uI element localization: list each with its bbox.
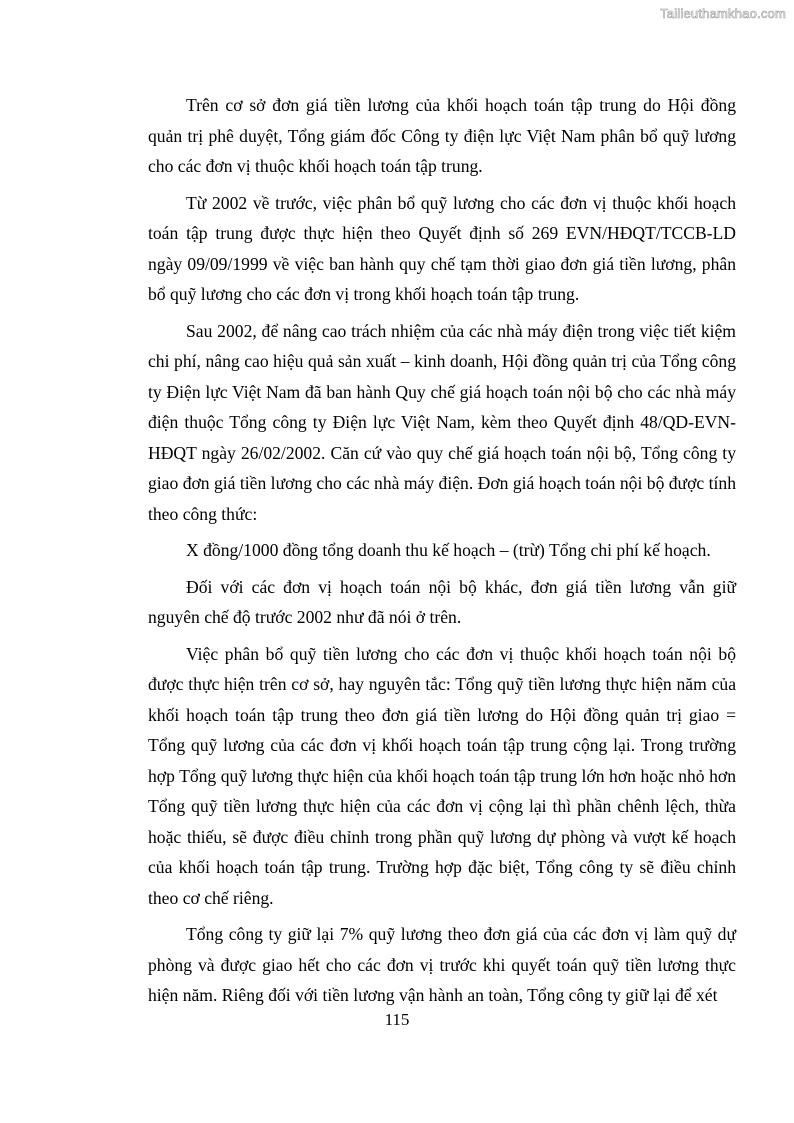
formula-line: X đồng/1000 đồng tổng doanh thu kế hoạch – (trừ) Tổng chi phí kế hoạch. [186, 540, 711, 560]
paragraph-6: Việc phân bổ quỹ tiền lương cho các đơn vị thuộc khối hoạch toán nội bộ được thực hiện trên cơ sở, hay nguyên tắc: Tổng quỹ tiền lương thực hiện năm của khối hoạch toán tập trung theo đơn giá tiền lương do Hội đồng quản trị giao = Tổng quỹ lương của các đơn vị khối hoạch toán tập trung cộng lại. Trong trường hợp Tổng quỹ lương thực hiện của khối hoạch toán tập trung lớn hơn hoặc nhỏ hơn Tổng quỹ tiền lương thực hiện của các đơn vị cộng lại thì phần chênh lệch, thừa hoặc thiếu, sẽ được điều chỉnh trong phần quỹ lương dự phòng và vượt kế hoạch của khối hoạch toán tập trung. Trường hợp đặc biệt, Tổng công ty sẽ điều chỉnh theo cơ chế riêng. [148, 643, 736, 908]
paragraph-7: Tổng công ty giữ lại 7% quỹ lương theo đơn giá của các đơn vị làm quỹ dự phòng và được giao hết cho các đơn vị trước khi quyết toán quỹ tiền lương thực hiện năm. Riêng đối với tiền lương vận hành an toàn, Tổng công ty giữ lại để xét [148, 924, 736, 1005]
watermark-text: Tailieuthamkhao.com [660, 6, 786, 21]
paragraph-3: Sau 2002, để nâng cao trách nhiệm của các nhà máy điện trong việc tiết kiệm chi phí, nâng cao hiệu quả sản xuất – kinh doanh, Hội đồng quản trị của Tổng công ty Điện lực Việt Nam đã ban hành Quy chế giá hoạch toán nội bộ cho các nhà máy điện thuộc Tổng công ty Điện lực Việt Nam, kèm theo Quyết định 48/QD-EVN-HĐQT ngày 26/02/2002. Căn cứ vào quy chế giá hoạch toán nội bộ, Tổng công ty giao đơn giá tiền lương cho các nhà máy điện. Đơn giá hoạch toán nội bộ được tính theo công thức: [148, 320, 736, 524]
page-number: 115 [384, 1010, 410, 1029]
paragraph-1: Trên cơ sở đơn giá tiền lương của khối hoạch toán tập trung do Hội đồng quản trị phê duyệt, Tổng giám đốc Công ty điện lực Việt Nam phân bổ quỹ lương cho các đơn vị thuộc khối hoạch toán tập trung. [148, 95, 736, 176]
document-body [148, 90, 736, 1017]
paragraph-5: Đối với các đơn vị hoạch toán nội bộ khác, đơn giá tiền lương vẫn giữ nguyên chế độ trước 2002 như đã nói ở trên. [148, 576, 736, 627]
paragraph-2: Từ 2002 về trước, việc phân bổ quỹ lương cho các đơn vị thuộc khối hoạch toán tập trung được thực hiện theo Quyết định số 269 EVN/HĐQT/TCCB-LD ngày 09/09/1999 về việc ban hành quy chế tạm thời giao đơn giá tiền lương, phân bổ quỹ lương cho các đơn vị trong khối hoạch toán tập trung. [148, 192, 736, 304]
